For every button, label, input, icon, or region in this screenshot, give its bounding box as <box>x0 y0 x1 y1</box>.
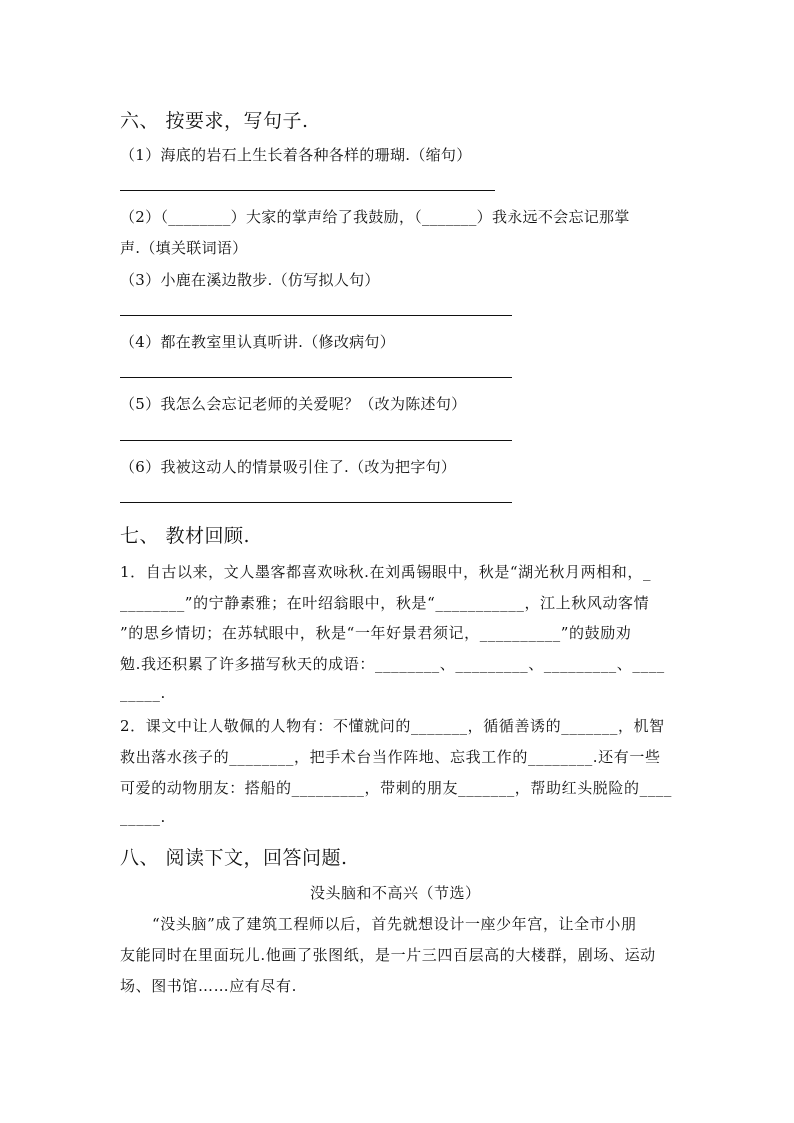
paragraph-2-line-4: _____. <box>120 808 166 826</box>
paragraph-1-line-5: _____. <box>120 684 166 702</box>
section-8-heading: 八、 阅读下文，回答问题. <box>120 847 348 869</box>
question-5: （5）我怎么会忘记老师的关爱呢？（改为陈述句） <box>120 395 467 413</box>
paragraph-2-line-2: 救出落水孩子的________，把手术台当作阵地、忘我工作的________.还有一些 <box>120 748 661 766</box>
question-2-line-1: （2）（________）大家的掌声给了我鼓励，（_______）我永远不会忘记那掌 <box>120 208 630 226</box>
answer-line-1[interactable] <box>120 190 495 191</box>
question-6: （6）我被这动人的情景吸引住了.（改为把字句） <box>120 458 457 476</box>
paragraph-1-line-3: ”的思乡情切；在苏轼眼中，秋是“一年好景君须记，__________”的鼓励劝 <box>120 624 632 642</box>
passage-line-1: “没头脑”成了建筑工程师以后，首先就想设计一座少年宫，让全市小朋 <box>152 915 637 933</box>
question-2-line-2: 声.（填关联词语） <box>120 239 248 257</box>
question-1: （1）海底的岩石上生长着各种各样的珊瑚.（缩句） <box>120 146 472 164</box>
answer-line-6[interactable] <box>120 502 512 503</box>
paragraph-1-line-1: 1．自古以来，文人墨客都喜欢咏秋.在刘禹锡眼中，秋是“湖光秋月两相和，_ <box>120 563 652 581</box>
answer-line-5[interactable] <box>120 440 512 441</box>
paragraph-2-line-1: 2．课文中让人敬佩的人物有：不懂就问的_______，循循善诱的_______，机智 <box>120 717 665 735</box>
section-7-heading: 七、 教材回顾. <box>120 525 251 547</box>
paragraph-1-line-2: ________”的宁静素雅；在叶绍翁眼中，秋是“___________，江上秋风动客情 <box>120 594 650 612</box>
section-6-heading: 六、 按要求，写句子. <box>120 110 309 132</box>
paragraph-2-line-3: 可爱的动物朋友：搭船的_________，带刺的朋友_______，帮助红头脱险的____ <box>120 779 673 797</box>
question-4: （4）都在教室里认真听讲.（修改病句） <box>120 333 396 351</box>
question-3: （3）小鹿在溪边散步.（仿写拟人句） <box>120 271 380 289</box>
passage-line-3: 场、图书馆……应有尽有. <box>120 977 297 995</box>
answer-line-4[interactable] <box>120 377 512 378</box>
passage-title: 没头脑和不高兴（节选） <box>310 884 481 902</box>
answer-line-3[interactable] <box>120 315 512 316</box>
passage-line-2: 友能同时在里面玩儿.他画了张图纸，是一片三四百层高的大楼群，剧场、运动 <box>120 946 656 964</box>
paragraph-1-line-4: 勉.我还积累了许多描写秋天的成语：________、_________、_________、____ <box>120 655 665 673</box>
